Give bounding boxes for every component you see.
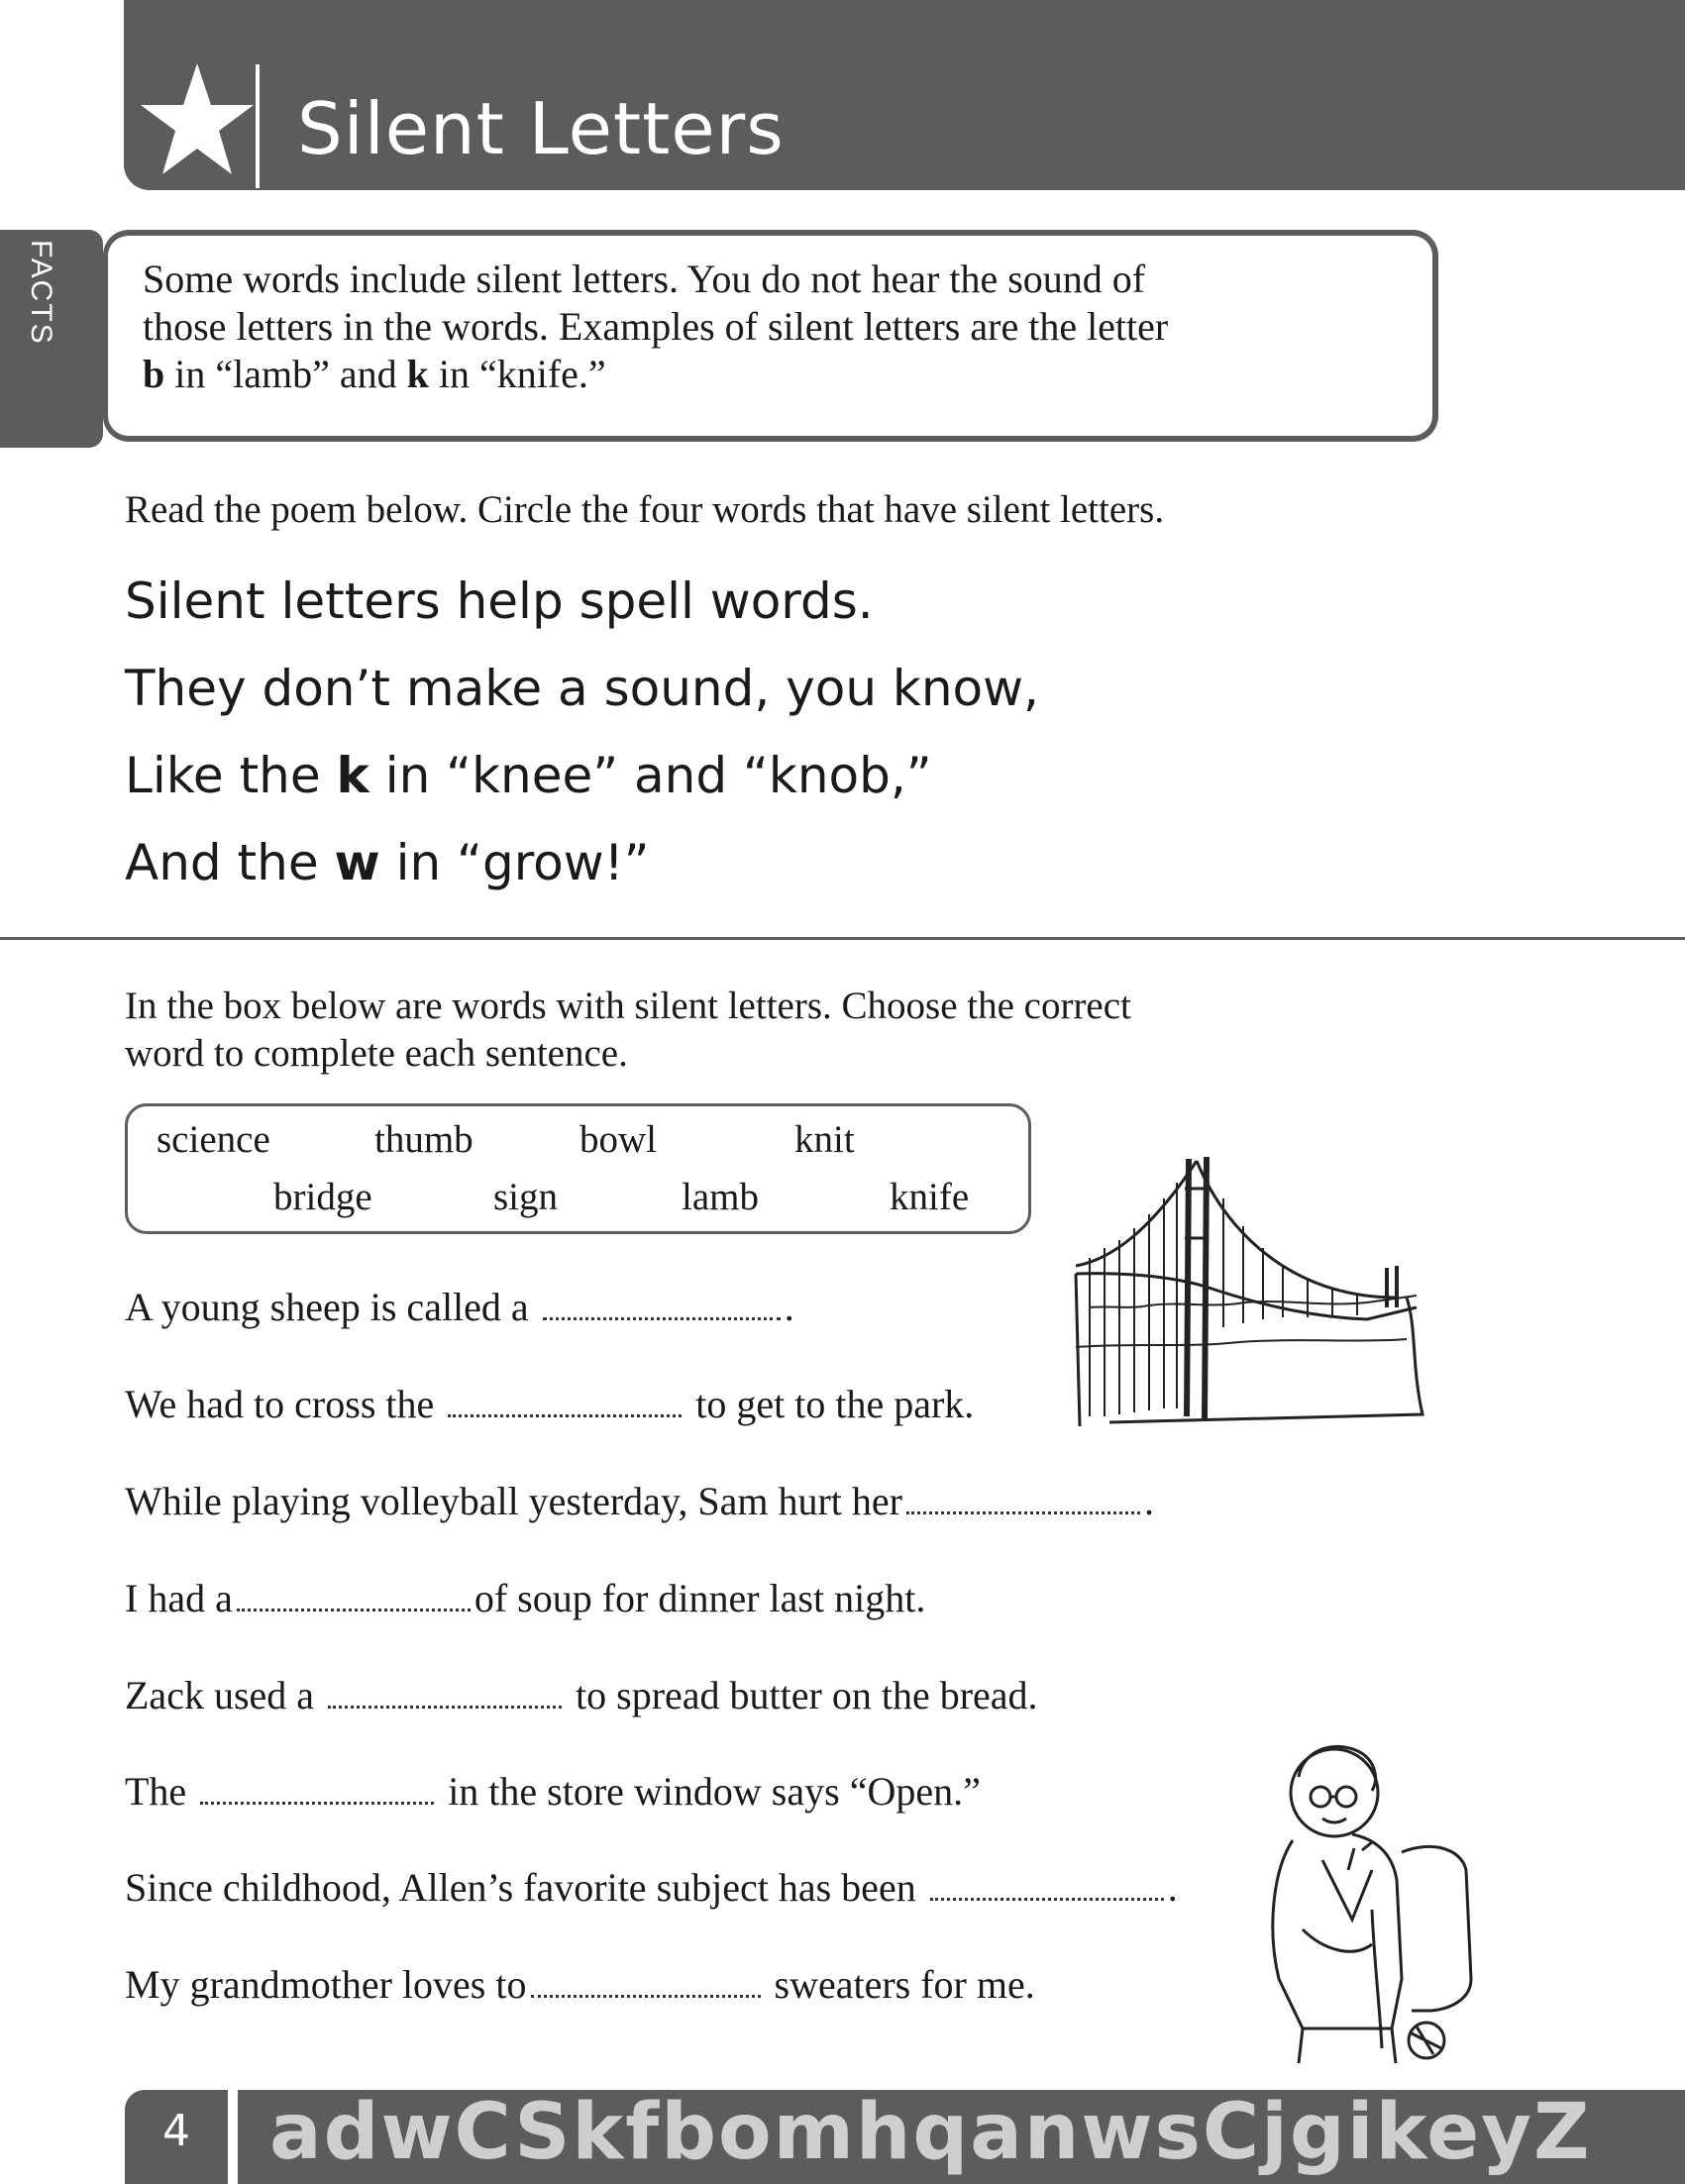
header-divider: [256, 64, 260, 188]
answer-blank[interactable]: [930, 1866, 1164, 1901]
sentence-8: [125, 1961, 1035, 2008]
word-bank-item: knit: [794, 1118, 855, 1161]
answer-blank[interactable]: [543, 1286, 781, 1320]
star-icon: [139, 59, 256, 183]
poem-letter-w: w: [334, 834, 380, 891]
sentence-text: to spread butter on the bread.: [576, 1673, 1038, 1717]
answer-blank[interactable]: [906, 1480, 1140, 1514]
sentence-text: A young sheep is called a: [125, 1285, 529, 1329]
facts-letter-b: b: [143, 352, 165, 396]
poem-line-3: [125, 747, 932, 804]
poem-line-1: Silent letters help spell words.: [125, 572, 874, 630]
sentence-text: sweaters for me.: [774, 1962, 1035, 2007]
section-divider: [0, 937, 1685, 940]
facts-text: [143, 256, 1331, 398]
bridge-illustration: [1070, 1149, 1426, 1426]
sentence-text: We had to cross the: [125, 1382, 435, 1426]
sentence-7: [125, 1864, 1178, 1911]
poem-line-4-start: And the: [125, 834, 335, 891]
poem-line-4: [125, 834, 650, 891]
sentence-instruction-line-1: In the box below are words with silent letters. Choose the correct: [125, 985, 1131, 1027]
answer-blank[interactable]: [448, 1383, 682, 1417]
answer-blank[interactable]: [531, 1963, 761, 1998]
sentence-text: .: [784, 1285, 794, 1329]
sentence-text: in the store window says “Open.”: [448, 1769, 981, 1814]
sentence-instruction-line-2: word to complete each sentence.: [125, 1032, 628, 1075]
facts-letter-k: k: [406, 352, 429, 396]
sentence-text: Since childhood, Allen’s favorite subject has been: [125, 1865, 916, 1910]
facts-tab-label: FACTS: [25, 240, 57, 346]
facts-line-2: those letters in the words. Examples of silent letters are the letter: [143, 304, 1169, 349]
sentence-1: [125, 1284, 794, 1330]
poem-line-4-end: in “grow!”: [379, 834, 650, 891]
page-title: Silent Letters: [297, 87, 785, 170]
word-bank-item: sign: [493, 1176, 559, 1218]
poem-instruction: Read the poem below. Circle the four words that have silent letters.: [125, 488, 1165, 531]
sentence-text: of soup for dinner last night.: [474, 1576, 926, 1620]
poem-letter-k: k: [336, 747, 369, 804]
page-number: 4: [162, 2106, 190, 2156]
poem-line-2: They don’t make a sound, you know,: [125, 660, 1039, 717]
facts-line-3-mid: in “lamb” and: [164, 352, 407, 396]
sentence-instruction: [125, 983, 1131, 1078]
poem-line-3-start: Like the: [125, 747, 337, 804]
word-bank-item: lamb: [682, 1176, 759, 1218]
word-bank-item: science: [157, 1118, 270, 1161]
sentence-5: [125, 1672, 1038, 1718]
facts-line-3-end: in “knife.”: [428, 352, 606, 396]
word-bank-item: bowl: [579, 1118, 657, 1161]
sentence-2: [125, 1381, 974, 1427]
word-bank-item: thumb: [374, 1118, 474, 1161]
sentence-6: [125, 1768, 981, 1815]
word-bank-item: bridge: [273, 1176, 372, 1218]
knitting-grandmother-illustration: [1263, 1731, 1501, 2073]
answer-blank[interactable]: [237, 1577, 471, 1612]
sentence-text: The: [125, 1769, 187, 1814]
sentence-4: [125, 1575, 925, 1621]
poem-line-3-end: in “knee” and “knob,”: [369, 747, 932, 804]
facts-line-1: Some words include silent letters. You do not hear the sound of: [143, 257, 1146, 301]
sentence-text: .: [1167, 1865, 1178, 1910]
sentence-text: .: [1143, 1479, 1154, 1523]
answer-blank[interactable]: [200, 1770, 434, 1805]
facts-line-3: [143, 351, 1331, 398]
answer-blank[interactable]: [328, 1674, 562, 1709]
sentence-text: My grandmother loves to: [125, 1962, 527, 2007]
sentence-text: I had a: [125, 1576, 233, 1620]
sentence-text: While playing volleyball yesterday, Sam hurt her: [125, 1479, 902, 1523]
sentence-text: to get to the park.: [695, 1382, 975, 1426]
decorative-alphabet: adwCSkfbomhqanwsCjgikeyZ: [269, 2088, 1592, 2177]
sentence-text: Zack used a: [125, 1673, 315, 1717]
sentence-3: [125, 1478, 1154, 1524]
word-bank-item: knife: [890, 1176, 970, 1218]
